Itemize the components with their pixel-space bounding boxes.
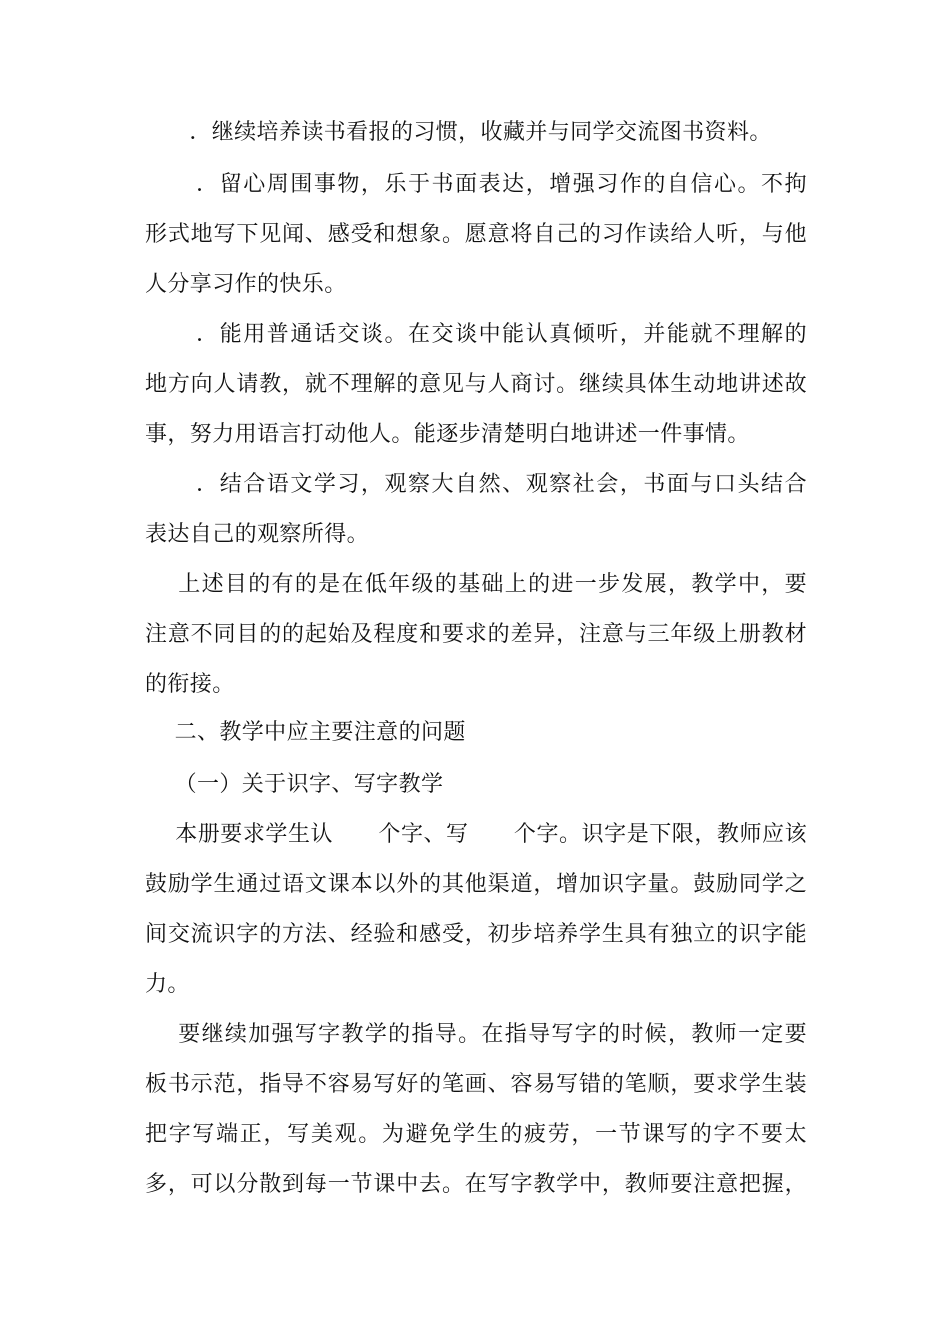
text-line: ．结合语文学习，观察大自然、观察社会，书面与口头结合 (145, 472, 807, 497)
text-line: 的衔接。 (145, 672, 235, 697)
text-line: 事，努力用语言打动他人。能逐步清楚明白地讲述一件事情。 (145, 422, 750, 447)
text-line: 本册要求学生认 个字、写 个字。识字是下限，教师应该 (145, 822, 807, 847)
text-line: 人分享习作的快乐。 (145, 272, 347, 297)
text-line: 间交流识字的方法、经验和感受，初步培养学生具有独立的识字能 (145, 922, 807, 947)
text-line: 地方向人请教，就不理解的意见与人商讨。继续具体生动地讲述故 (145, 372, 807, 397)
text-line: 鼓励学生通过语文课本以外的其他渠道，增加识字量。鼓励同学之 (145, 872, 807, 897)
text-line: 把字写端正，写美观。为避免学生的疲劳，一节课写的字不要太 (145, 1122, 807, 1147)
text-line: 注意不同目的的起始及程度和要求的差异，注意与三年级上册教材 (145, 622, 807, 647)
text-line: 上述目的有的是在低年级的基础上的进一步发展，教学中，要 (145, 572, 807, 597)
text-line: 力。 (145, 972, 190, 997)
text-line: 板书示范，指导不容易写好的笔画、容易写错的笔顺，要求学生装 (145, 1072, 807, 1097)
text-line: （一）关于识字、写字教学 (145, 772, 444, 797)
text-line: 形式地写下见闻、感受和想象。愿意将自己的习作读给人听，与他 (145, 222, 807, 247)
text-line: 多，可以分散到每一节课中去。在写字教学中，教师要注意把握， (145, 1172, 807, 1197)
text-line: ．能用普通话交谈。在交谈中能认真倾听，并能就不理解的 (145, 322, 807, 347)
text-line: 二、教学中应主要注意的问题 (145, 720, 466, 745)
text-line: 要继续加强写字教学的指导。在指导写字的时候，教师一定要 (145, 1022, 807, 1047)
text-line: ．继续培养读书看报的习惯，收藏并与同学交流图书资料。 (145, 120, 772, 145)
text-line: 表达自己的观察所得。 (145, 522, 370, 547)
text-line: ．留心周围事物，乐于书面表达，增强习作的自信心。不拘 (145, 172, 807, 197)
